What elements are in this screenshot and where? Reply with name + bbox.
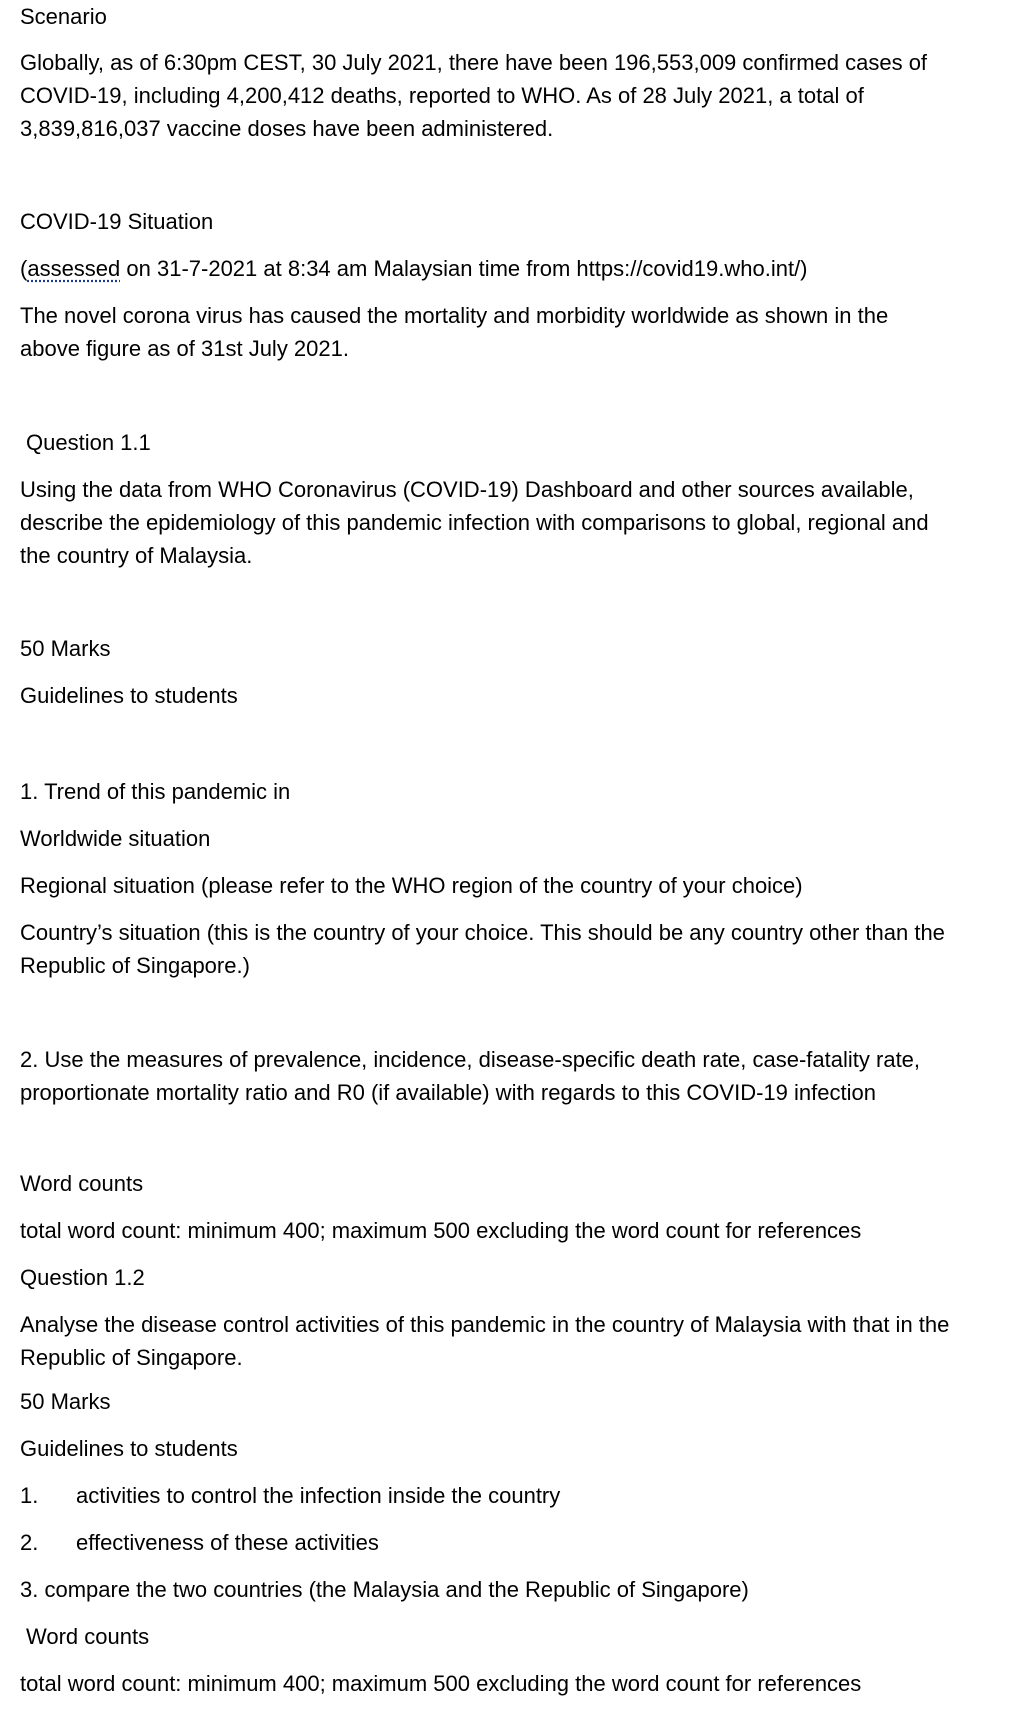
q11-word-counts: Word counts (20, 1171, 144, 1196)
assessed-rest: on 31-7-2021 at 8:34 am Malaysian time from https://covid19.who.int/) (120, 256, 808, 281)
q12-total-words: total word count: minimum 400; maximum 500 excluding the word count for references (20, 1671, 862, 1696)
situation-text: The novel corona virus has caused the mortality and morbidity worldwide as shown in the above figure as of 31st July 2021. (20, 303, 889, 361)
assessed-open-paren: ( (20, 256, 28, 281)
q12-word-counts: Word counts (26, 1624, 150, 1649)
q11-heading: Question 1.1 (26, 430, 151, 455)
q12-item-1-text: activities to control the infection inside the country (76, 1483, 561, 1508)
q11-marks: 50 Marks (20, 636, 111, 661)
q12-item-2 (20, 1526, 950, 1559)
q11-guidelines: Guidelines to students (20, 683, 238, 708)
q11-country: Country’s situation (this is the country of your choice. This should be any country other than the Republic of Singapore.) (20, 920, 945, 978)
q12-guidelines: Guidelines to students (20, 1436, 238, 1461)
q12-item-2-text: effectiveness of these activities (76, 1530, 379, 1555)
q12-item-1-number: 1. (20, 1483, 39, 1508)
q12-item-3: 3. compare the two countries (the Malaysia and the Republic of Singapore) (20, 1577, 749, 1602)
q12-marks: 50 Marks (20, 1389, 111, 1414)
q11-measures: 2. Use the measures of prevalence, incidence, disease-specific death rate, case-fatality rate, proportionate mortality ratio and R0 (if available) with regards to this COVID-19 infection (20, 1047, 921, 1105)
situation-heading: COVID-19 Situation (20, 209, 214, 234)
scenario-heading: Scenario (20, 4, 107, 29)
q12-text: Analyse the disease control activities of this pandemic in the country of Malaysia with that in the Republic of Singapore. (20, 1312, 950, 1370)
assessed-word: assessed (27, 256, 121, 281)
q12-item-1 (20, 1479, 950, 1512)
q11-regional: Regional situation (please refer to the WHO region of the country of your choice) (20, 873, 803, 898)
q11-total-words: total word count: minimum 400; maximum 500 excluding the word count for references (20, 1218, 862, 1243)
scenario-text: Globally, as of 6:30pm CEST, 30 July 2021, there have been 196,553,009 confirmed cases of COVID-19, including 4,200,412 deaths, reported to WHO. As of 28 July 2021, a total of 3,839,816,037 vaccine doses have been administered. (20, 50, 928, 141)
assessed-line (20, 252, 950, 285)
q11-text: Using the data from WHO Coronavirus (COVID-19) Dashboard and other sources available, describe the epidemiology of this pandemic infection with comparisons to global, regional and the country of Malaysia. (20, 477, 929, 568)
q12-item-2-number: 2. (20, 1530, 39, 1555)
q11-trend: 1. Trend of this pandemic in (20, 779, 291, 804)
q11-worldwide: Worldwide situation (20, 826, 211, 851)
q12-heading: Question 1.2 (20, 1265, 145, 1290)
